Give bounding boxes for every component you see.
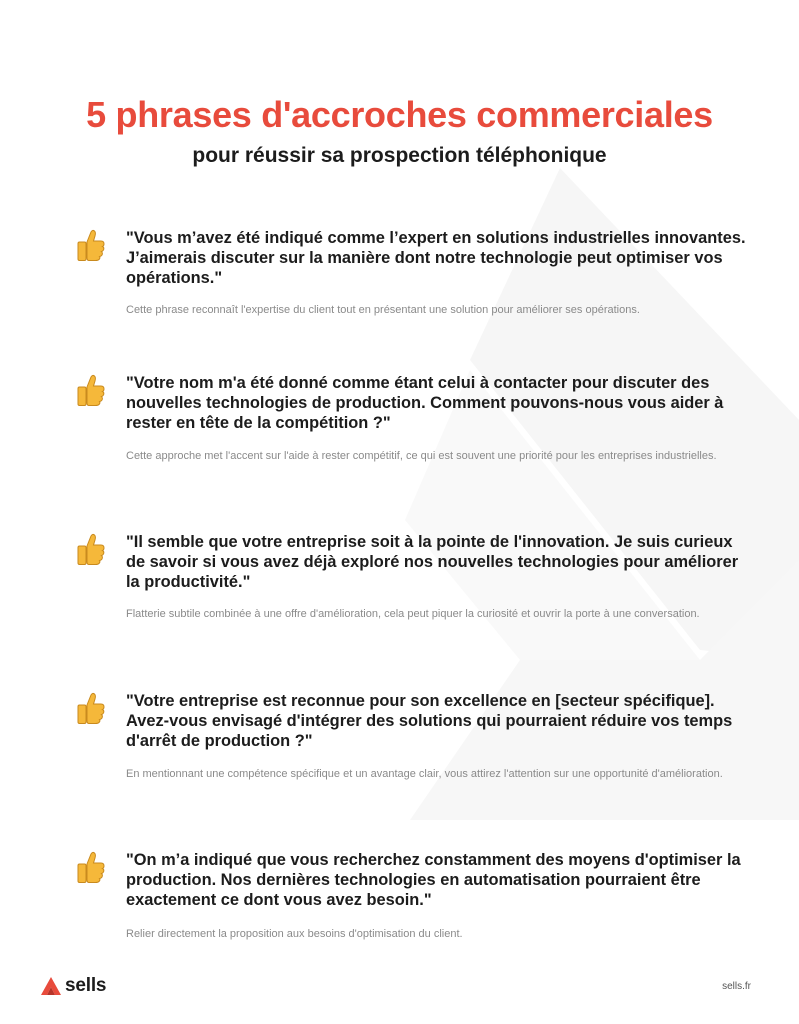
phrase-quote: "Votre nom m'a été donné comme étant celui à contacter pour discuter des nouvelles technologies de production. Comment pouvons-nous vous aider à rester en tête de la compétition ?" — [126, 374, 724, 432]
thumbs-up-icon — [74, 691, 108, 725]
phrase-note: Cette approche met l'accent sur l'aide à rester compétitif, ce qui est souvent une priorité pour les entreprises industrielles. — [126, 450, 717, 462]
phrase-note: Relier directement la proposition aux besoins d'optimisation du client. — [126, 928, 463, 940]
phrase-quote: "Votre entreprise est reconnue pour son excellence en [secteur spécifique]. Avez-vous envisagé d'intégrer des solutions qui pourraient réduire vos temps d'arrêt de production ?" — [126, 692, 733, 750]
phrase-note: Flatterie subtile combinée à une offre d'amélioration, cela peut piquer la curiosité et ouvrir la porte à une conversation. — [126, 608, 700, 620]
footer-url: sells.fr — [722, 981, 751, 992]
page-title: 5 phrases d'accroches commerciales — [86, 94, 713, 135]
thumbs-up-icon — [74, 228, 108, 262]
sells-logo — [40, 975, 106, 997]
sells-logo-icon — [40, 975, 62, 997]
phrase-quote: "Vous m’avez été indiqué comme l’expert en solutions industrielles innovantes. J’aimerais discuter sur la manière dont notre technologie peut optimiser vos opérations." — [126, 229, 746, 287]
thumbs-up-icon — [74, 850, 108, 884]
phrase-note: Cette phrase reconnaît l'expertise du client tout en présentant une solution pour améliorer ses opérations. — [126, 304, 640, 316]
thumbs-up-icon — [74, 373, 108, 407]
phrase-quote: "Il semble que votre entreprise soit à la pointe de l'innovation. Je suis curieux de savoir si vous avez déjà exploré nos nouvelles technologies pour améliorer la productivité." — [126, 533, 739, 591]
thumbs-up-icon — [74, 532, 108, 566]
phrase-quote: "On m’a indiqué que vous recherchez constamment des moyens d'optimiser la production. Nos dernières technologies en automatisation pourraient être exactement ce dont vous avez besoin." — [126, 851, 741, 909]
phrase-note: En mentionnant une compétence spécifique et un avantage clair, vous attirez l'attention sur une opportunité d'amélioration. — [126, 768, 723, 780]
logo-text: sells — [65, 975, 107, 996]
page-subtitle: pour réussir sa prospection téléphonique — [192, 144, 607, 167]
